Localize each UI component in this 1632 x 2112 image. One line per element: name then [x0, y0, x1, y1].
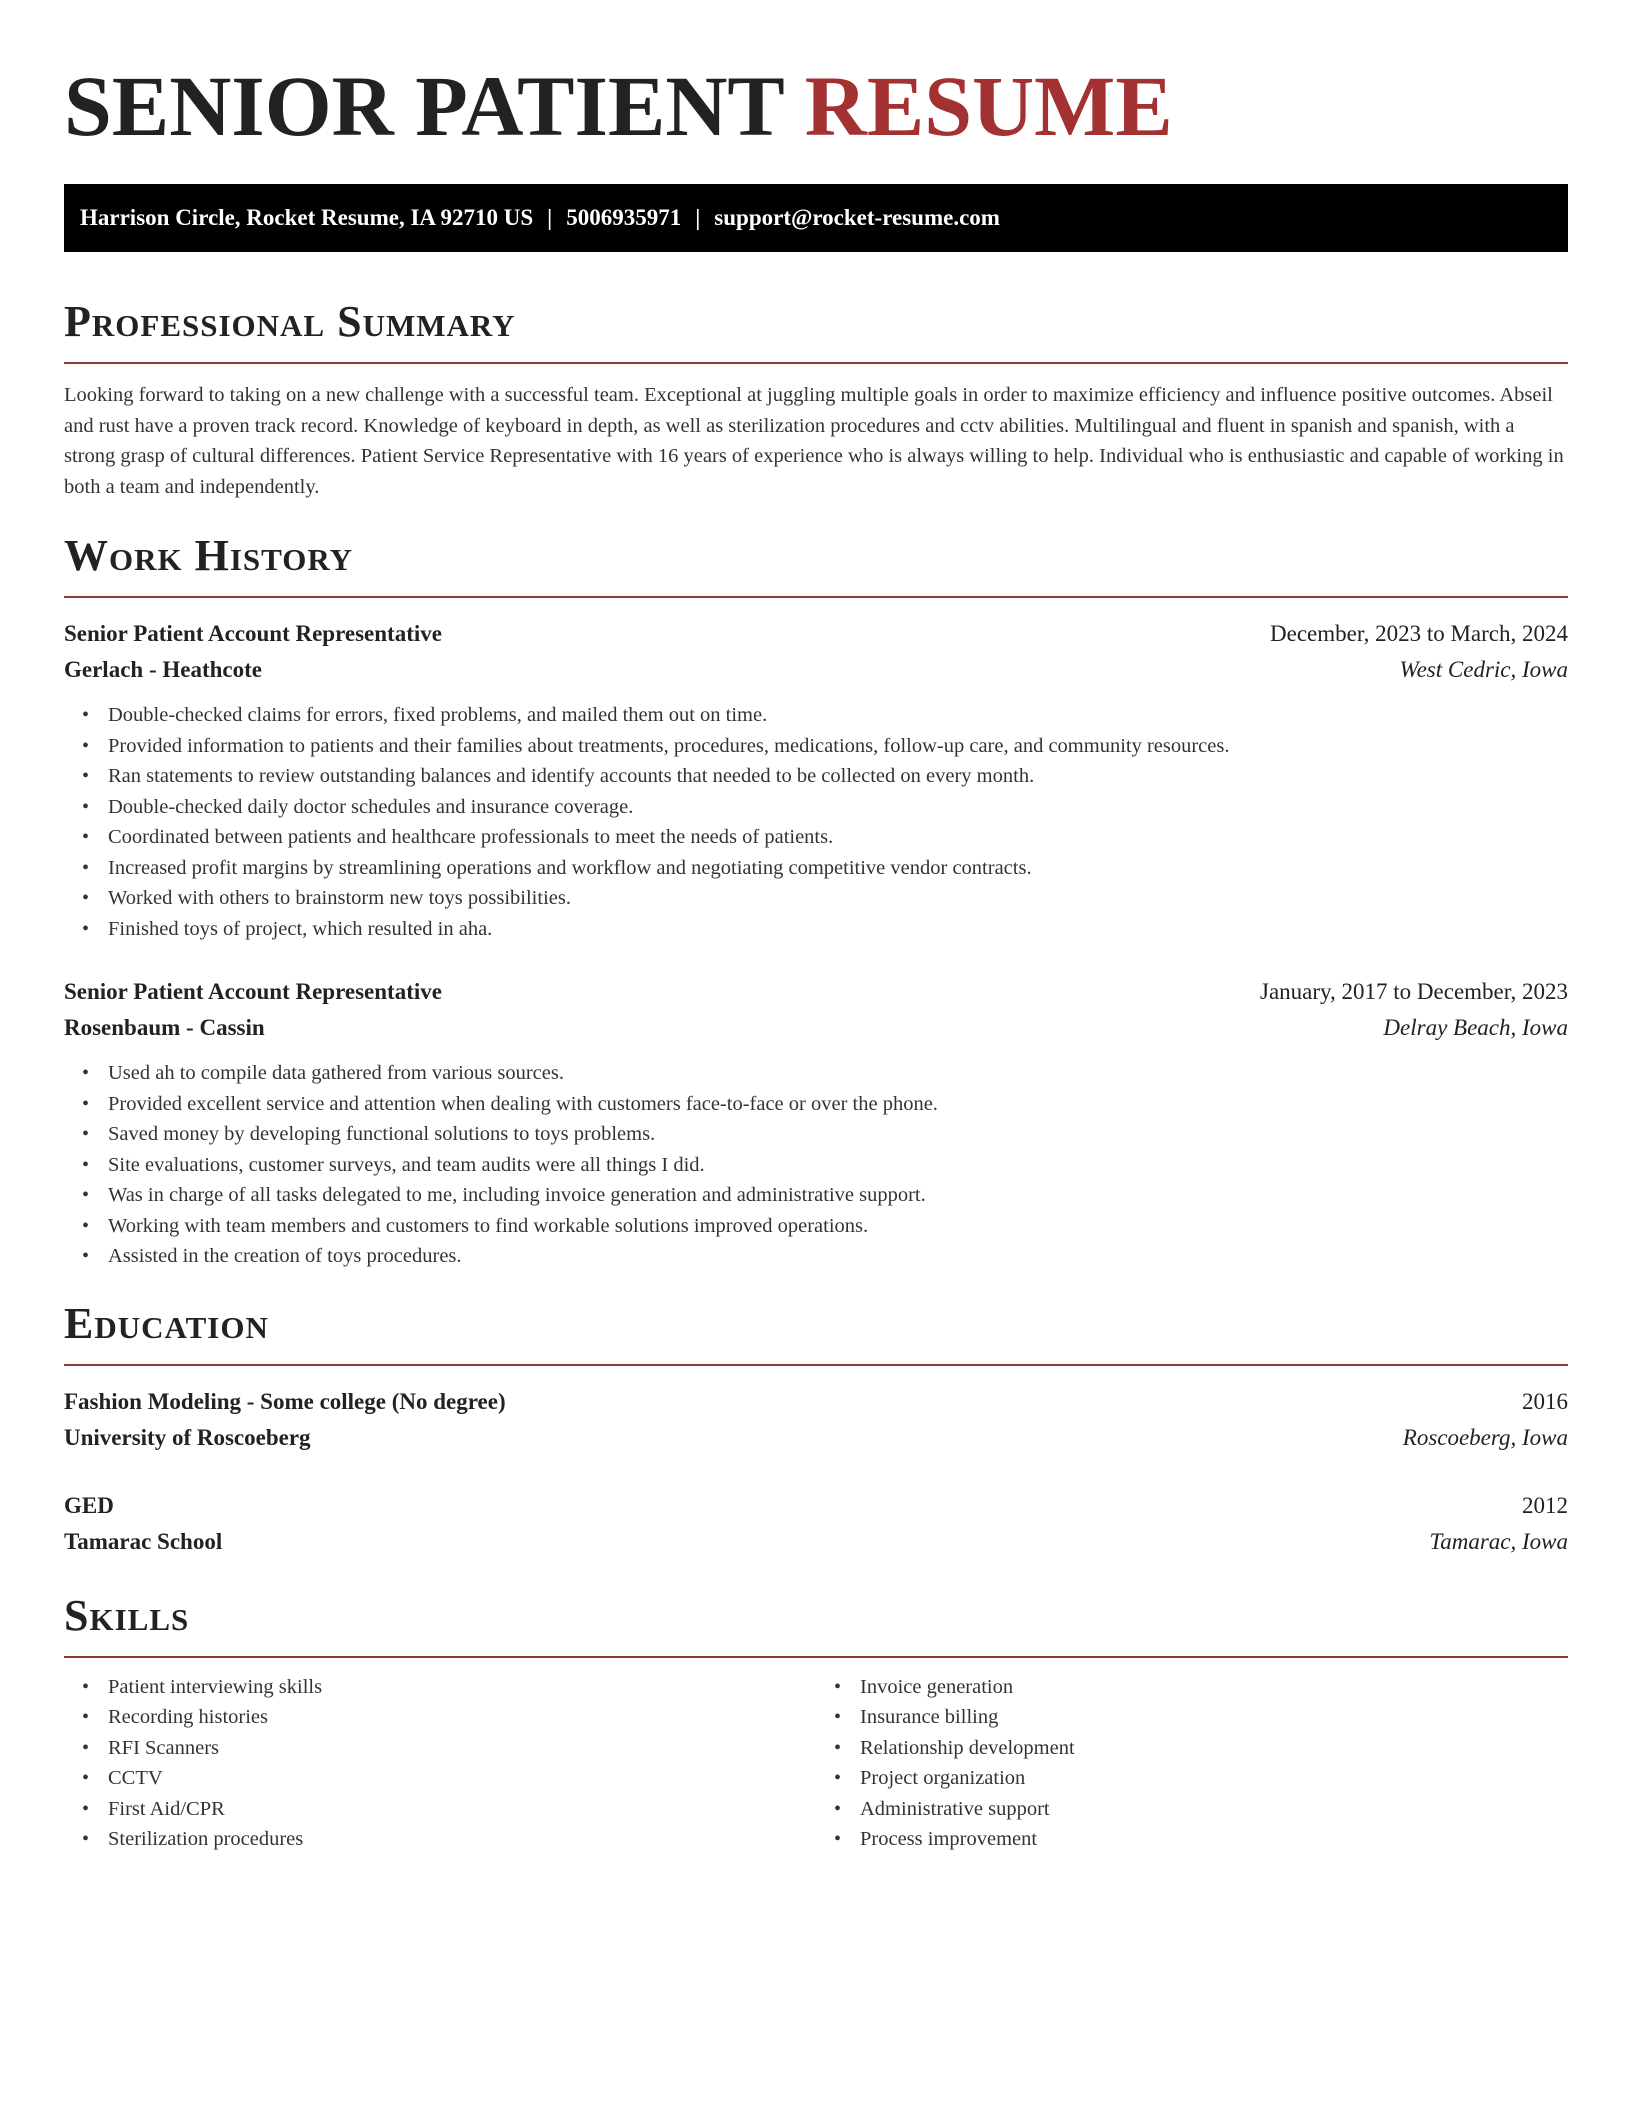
bullet-glyph: •	[82, 856, 90, 879]
job-list	[64, 616, 1568, 1272]
list-item	[834, 1672, 1568, 1703]
list-item-text: First Aid/CPR	[108, 1797, 225, 1820]
list-item-text: Increased profit margins by streamlining operations and workflow and negotiating competitive vendor contracts.	[108, 856, 1032, 879]
bullet-glyph: •	[82, 1767, 90, 1789]
list-item-text: Process improvement	[860, 1828, 1038, 1850]
list-item-text: Assisted in the creation of toys procedures.	[108, 1245, 462, 1267]
list-item	[82, 1702, 816, 1733]
skills-section	[64, 1590, 1568, 1855]
list-item-text: Project organization	[860, 1767, 1026, 1789]
list-item-text: Working with team members and customers to find workable solutions improved operations.	[108, 1214, 869, 1237]
list-item	[82, 883, 1568, 914]
section-divider	[64, 1656, 1568, 1658]
list-item-text: Double-checked daily doctor schedules and insurance coverage.	[108, 795, 634, 818]
list-item	[82, 822, 1568, 853]
education-header-row	[64, 1384, 1568, 1420]
bullet-glyph: •	[82, 1123, 90, 1145]
bullet-glyph: •	[82, 1797, 90, 1820]
list-item	[82, 731, 1568, 762]
bullet-glyph: •	[834, 1736, 842, 1759]
bullet-glyph: •	[82, 704, 90, 726]
list-item	[82, 1763, 816, 1794]
skills-column-left	[64, 1672, 816, 1855]
skills-list-left	[64, 1672, 816, 1855]
job-entry	[64, 616, 1568, 944]
list-item	[82, 1794, 816, 1825]
bullet-glyph: •	[82, 1214, 90, 1237]
summary-text: Looking forward to taking on a new challenge with a successful team. Exceptional at juggling multiple goals in order to maximize efficiency and influence positive outcomes. Abseil and rust have a proven track record. Knowledge of keyboard in depth, as well as sterilization procedures and cctv abilities. Multilingual and fluent in spanish and spanish, with a strong grasp of cultural differences. Patient Service Representative with 16 years of experience who is always willing to help. Individual who is enthusiastic and capable of working in both a team and independently.	[64, 384, 1564, 498]
education-section	[64, 1298, 1568, 1560]
education-school: Tamarac School	[64, 1528, 223, 1554]
contact-phone[interactable]: 5006935971	[566, 205, 682, 230]
education-year: 2012	[1522, 1492, 1568, 1518]
list-item-text: Invoice generation	[860, 1675, 1014, 1698]
education-location: Tamarac, Iowa	[1429, 1528, 1568, 1554]
bullet-glyph: •	[82, 1245, 90, 1267]
job-company: Rosenbaum - Cassin	[64, 1015, 265, 1040]
list-item	[834, 1763, 1568, 1794]
job-title: Senior Patient Account Representative	[64, 621, 442, 646]
list-item	[82, 1150, 1568, 1181]
bullet-glyph: •	[82, 1062, 90, 1084]
list-item-text: RFI Scanners	[108, 1736, 220, 1759]
list-item-text: Recording histories	[108, 1706, 268, 1728]
list-item-text: Provided excellent service and attention when dealing with customers face-to-face or over the phone.	[108, 1092, 938, 1115]
bullet-glyph: •	[82, 795, 90, 818]
list-item	[82, 1733, 816, 1764]
section-divider	[64, 362, 1568, 364]
bullet-glyph: •	[834, 1706, 842, 1728]
bullet-glyph: •	[834, 1797, 842, 1820]
skills-grid	[64, 1672, 1568, 1855]
bullet-glyph: •	[82, 1736, 90, 1759]
education-school: University of Roscoeberg	[64, 1424, 311, 1450]
section-divider	[64, 596, 1568, 598]
job-subheader-row	[64, 652, 1568, 688]
job-entry	[64, 974, 1568, 1272]
bullet-glyph: •	[834, 1675, 842, 1698]
skills-column-right	[816, 1672, 1568, 1855]
bullet-glyph: •	[82, 917, 90, 940]
summary-heading: Professional Summary	[64, 297, 516, 346]
education-year: 2016	[1522, 1388, 1568, 1414]
bullet-glyph: •	[834, 1828, 842, 1850]
job-header-row	[64, 974, 1568, 1010]
list-item	[82, 1089, 1568, 1120]
job-dates: January, 2017 to December, 2023	[1260, 979, 1568, 1004]
education-degree: Fashion Modeling - Some college (No degree)	[64, 1388, 506, 1414]
list-item	[834, 1733, 1568, 1764]
list-item-text: Insurance billing	[860, 1706, 999, 1728]
education-subheader-row	[64, 1524, 1568, 1560]
bullet-glyph: •	[82, 734, 90, 757]
work-history-section	[64, 530, 1568, 1272]
contact-email[interactable]: support@rocket-resume.com	[714, 205, 1000, 230]
bullet-glyph: •	[834, 1767, 842, 1789]
bullet-glyph: •	[82, 887, 90, 909]
list-item	[834, 1794, 1568, 1825]
list-item-text: Worked with others to brainstorm new toys possibilities.	[108, 887, 571, 909]
bullet-glyph: •	[82, 765, 90, 787]
bullet-glyph: •	[82, 1153, 90, 1176]
contact-separator: |	[547, 205, 553, 230]
contact-bar	[64, 184, 1568, 252]
skills-heading: Skills	[64, 1590, 190, 1640]
job-location: West Cedric, Iowa	[1399, 657, 1568, 682]
education-location: Roscoeberg, Iowa	[1402, 1424, 1568, 1450]
list-item-text: Coordinated between patients and healthcare professionals to meet the needs of patients.	[108, 826, 834, 848]
list-item	[82, 1119, 1568, 1150]
education-entry	[64, 1488, 1568, 1560]
list-item	[82, 1058, 1568, 1089]
contact-address: Harrison Circle, Rocket Resume, IA 92710 US	[80, 205, 534, 230]
education-list	[64, 1384, 1568, 1560]
list-item-text: Site evaluations, customer surveys, and team audits were all things I did.	[108, 1153, 705, 1176]
bullet-glyph: •	[82, 1184, 90, 1206]
job-dates: December, 2023 to March, 2024	[1270, 621, 1568, 646]
skills-list-right	[816, 1672, 1568, 1855]
job-header-row	[64, 616, 1568, 652]
summary-section	[64, 296, 1568, 502]
bullet-glyph: •	[82, 1828, 90, 1850]
education-header-row	[64, 1488, 1568, 1524]
list-item	[82, 700, 1568, 731]
bullet-glyph: •	[82, 1092, 90, 1115]
resume-title	[64, 0, 1568, 156]
work-history-heading: Work History	[64, 531, 354, 580]
job-bullets	[64, 1058, 1568, 1272]
list-item-text: Double-checked claims for errors, fixed problems, and mailed them out on time.	[108, 704, 768, 726]
list-item-text: Patient interviewing skills	[108, 1675, 323, 1698]
list-item	[82, 792, 1568, 823]
list-item-text: Administrative support	[860, 1797, 1050, 1820]
list-item	[82, 1211, 1568, 1242]
bullet-glyph: •	[82, 1675, 90, 1698]
list-item-text: Was in charge of all tasks delegated to me, including invoice generation and administrative support.	[108, 1184, 926, 1206]
job-subheader-row	[64, 1010, 1568, 1046]
list-item-text: Sterilization procedures	[108, 1828, 304, 1850]
list-item-text: Relationship development	[860, 1736, 1075, 1759]
education-degree: GED	[64, 1492, 114, 1518]
list-item	[82, 761, 1568, 792]
list-item	[82, 1180, 1568, 1211]
list-item	[82, 1824, 816, 1855]
list-item-text: Ran statements to review outstanding balances and identify accounts that needed to be collected on every month.	[108, 765, 1035, 787]
title-part-accent: RESUME	[804, 58, 1173, 154]
section-divider	[64, 1364, 1568, 1366]
list-item-text: Saved money by developing functional solutions to toys problems.	[108, 1123, 656, 1145]
education-subheader-row	[64, 1420, 1568, 1456]
job-location: Delray Beach, Iowa	[1383, 1015, 1568, 1040]
list-item-text: Used ah to compile data gathered from various sources.	[108, 1062, 564, 1084]
list-item	[82, 914, 1568, 945]
list-item	[82, 853, 1568, 884]
job-company: Gerlach - Heathcote	[64, 657, 262, 682]
job-title: Senior Patient Account Representative	[64, 979, 442, 1004]
contact-separator: |	[695, 205, 701, 230]
job-bullets	[64, 700, 1568, 944]
bullet-glyph: •	[82, 826, 90, 848]
bullet-glyph: •	[82, 1706, 90, 1728]
list-item-text: CCTV	[108, 1767, 163, 1789]
list-item	[82, 1672, 816, 1703]
list-item	[834, 1824, 1568, 1855]
list-item	[82, 1241, 1568, 1272]
education-heading: Education	[64, 1298, 269, 1348]
education-entry	[64, 1384, 1568, 1456]
list-item-text: Finished toys of project, which resulted in aha.	[108, 917, 493, 940]
list-item	[834, 1702, 1568, 1733]
title-part-primary: SENIOR PATIENT	[64, 58, 784, 154]
list-item-text: Provided information to patients and their families about treatments, procedures, medications, follow-up care, and community resources.	[108, 734, 1230, 757]
